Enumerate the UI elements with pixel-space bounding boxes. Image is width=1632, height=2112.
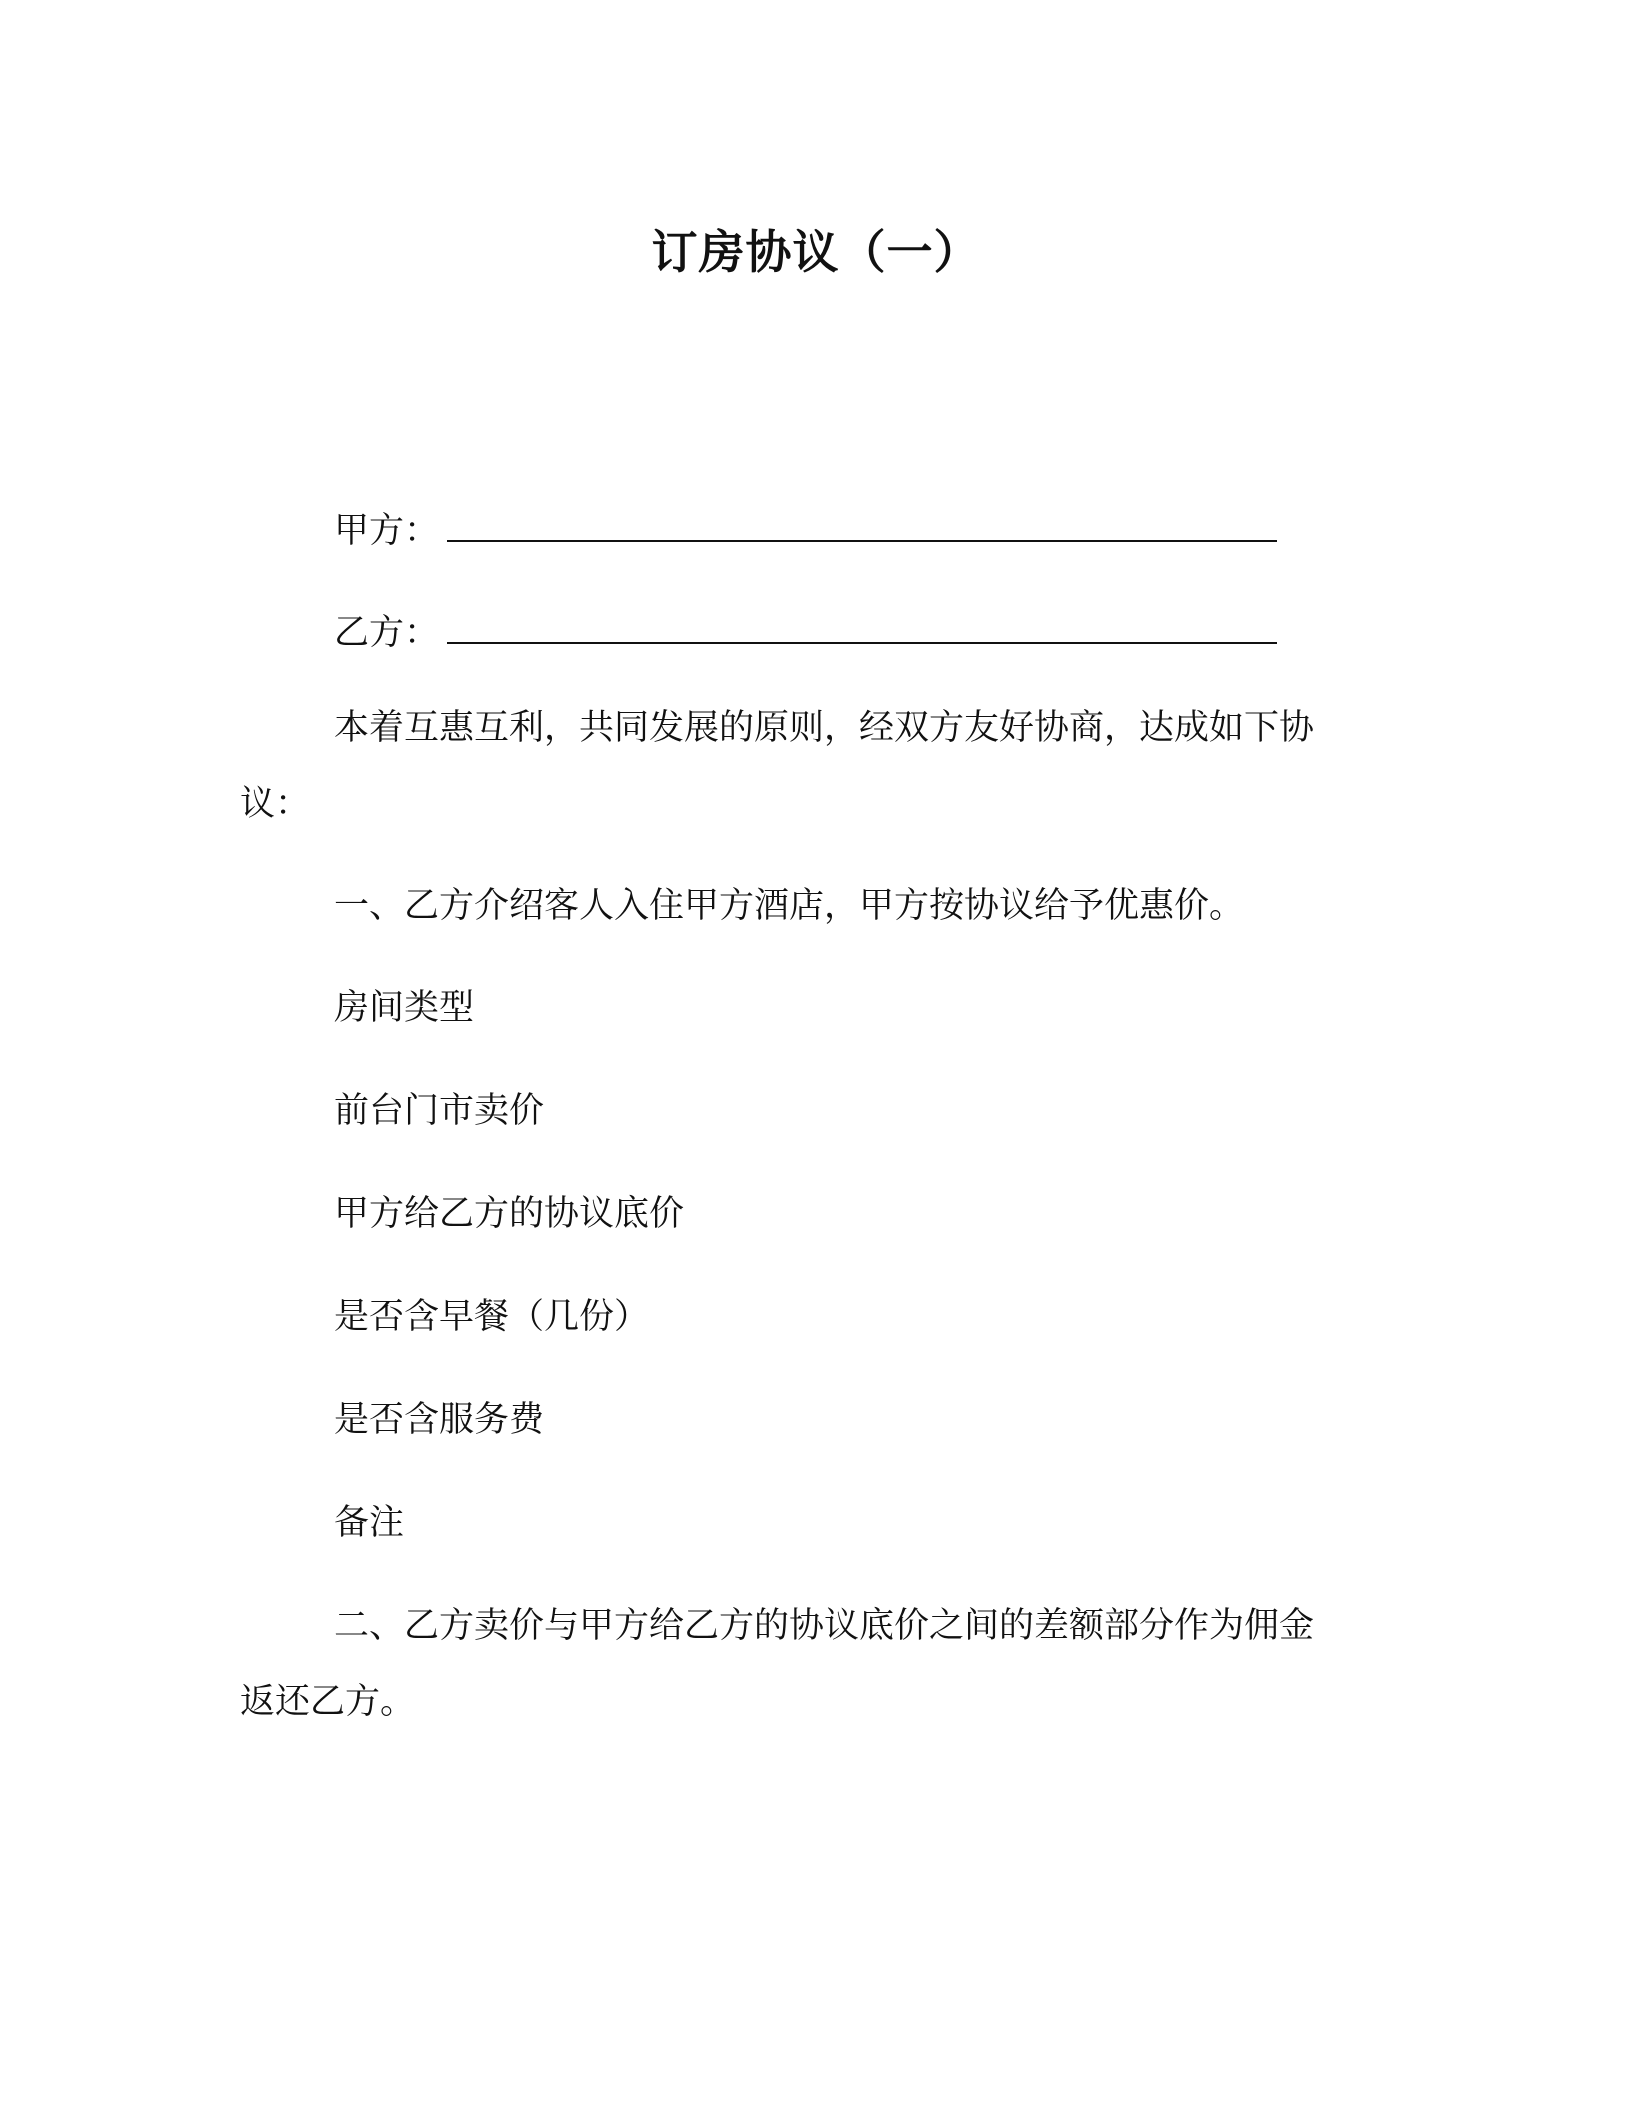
clause-2-line-2: 返还乙方。 [240, 1682, 416, 1722]
document-title: 订房协议（一） [651, 225, 981, 279]
item-remarks: 备注 [334, 1503, 405, 1543]
party-b-row [334, 604, 1277, 652]
item-front-desk-price: 前台门市卖价 [334, 1091, 545, 1131]
party-a-label: 甲方： [334, 511, 440, 551]
clause-2-line-1: 二、乙方卖价与甲方给乙方的协议底价之间的差额部分作为佣金 [334, 1606, 1315, 1646]
party-b-blank-line[interactable] [447, 604, 1277, 644]
intro-paragraph-line-1: 本着互惠互利，共同发展的原则，经双方友好协商，达成如下协 [334, 708, 1315, 748]
item-service-fee-included: 是否含服务费 [334, 1400, 545, 1440]
item-room-type: 房间类型 [334, 988, 475, 1028]
party-b-label: 乙方： [334, 613, 440, 653]
party-a-blank-line[interactable] [447, 502, 1277, 542]
party-a-row [334, 502, 1277, 550]
intro-paragraph-line-2: 议： [240, 784, 311, 824]
item-agreement-base-price: 甲方给乙方的协议底价 [334, 1194, 685, 1234]
item-breakfast-included: 是否含早餐（几份） [334, 1297, 650, 1337]
clause-1: 一、乙方介绍客人入住甲方酒店，甲方按协议给予优惠价。 [334, 886, 1245, 926]
